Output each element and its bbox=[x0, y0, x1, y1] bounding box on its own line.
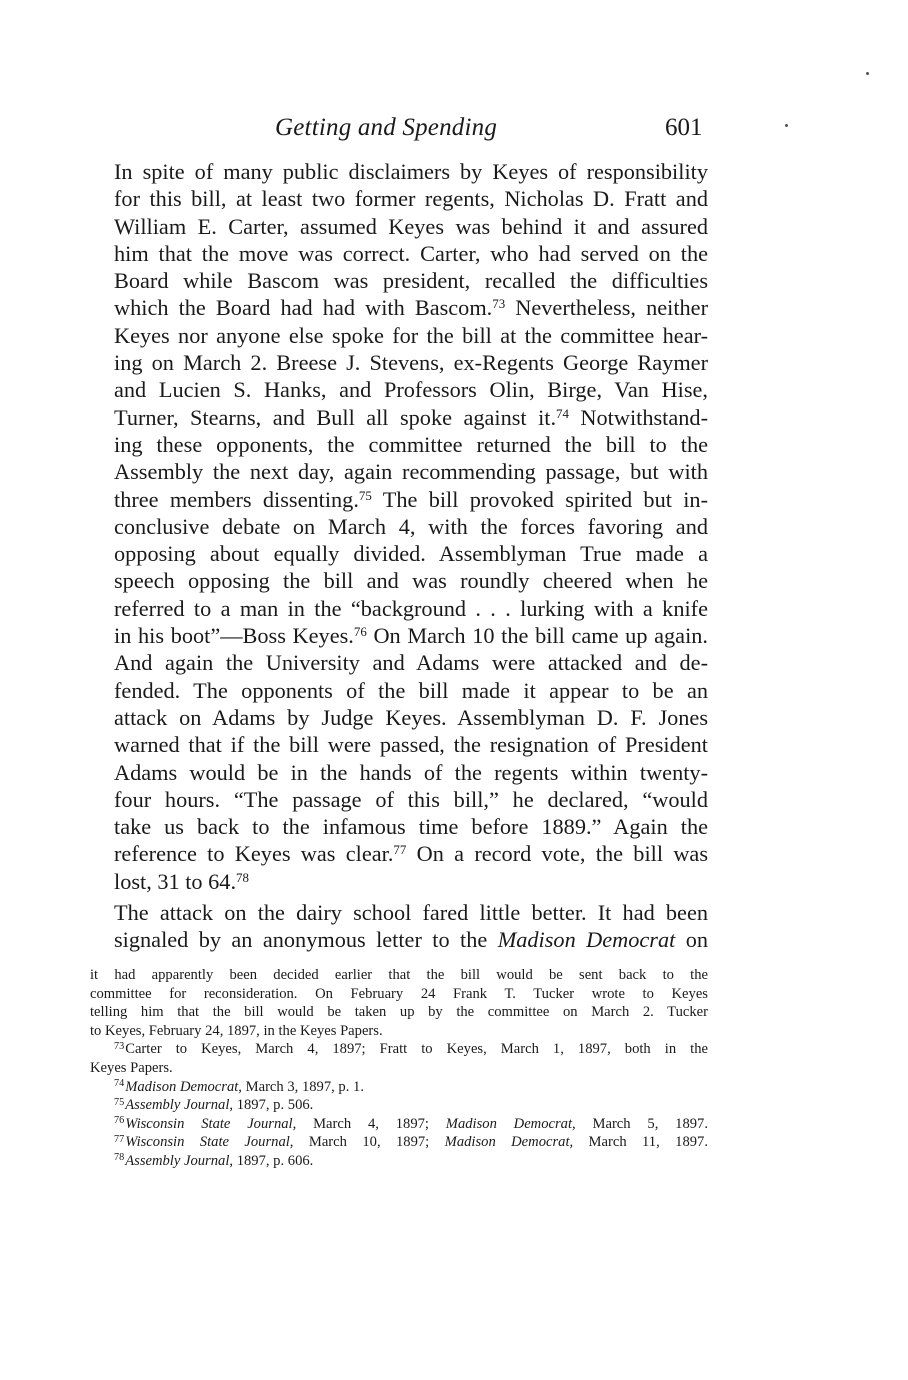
text-line: warned that if the bill were passed, the resignation of President bbox=[114, 732, 708, 758]
text-line: which the Board had had with Bascom.$^{73}$ Nevertheless, neither bbox=[114, 295, 708, 321]
text-line: reference to Keyes was clear.$^{77}$ On a record vote, the bill was bbox=[114, 841, 708, 867]
text-line: signaled by an anonymous letter to the Madison Democrat on bbox=[114, 927, 709, 953]
footnote-74: $^{74}$Madison Democrat, March 3, 1897, p. 1. bbox=[114, 1077, 364, 1095]
text-line: in his boot”—Boss Keyes.$^{76}$ On March 10 the bill came up again. bbox=[114, 623, 708, 649]
footnote-ref-73: 73 bbox=[492, 296, 506, 312]
footnote-76: $^{76}$Wisconsin State Journal, March 4, 1897; Madison Democrat, March 5, 1897. bbox=[114, 1115, 708, 1132]
text-line: three members dissenting.$^{75}$ The bill provoked spirited but in- bbox=[114, 486, 708, 512]
footnote-ref-74: 74 bbox=[556, 405, 569, 421]
footnote-ref-77: 77 bbox=[393, 842, 407, 858]
text-line: for this bill, at least two former regents, Nicholas D. Fratt and bbox=[114, 186, 708, 212]
text-line: Assembly the next day, again recommending passage, but with bbox=[114, 459, 708, 485]
paragraph-1 bbox=[90, 158, 708, 895]
text-line: take us back to the infamous time before 1889.” Again the bbox=[114, 814, 708, 840]
footnote-ref-78: 78 bbox=[236, 869, 249, 885]
text-line: attack on Adams by Judge Keyes. Assemblyman D. F. Jones bbox=[114, 704, 708, 730]
footnote-77: $^{77}$Wisconsin State Journal, March 10, 1897; Madison Democrat, March 11, 1897. bbox=[114, 1133, 708, 1151]
text-line: lost, 31 to 64.78 bbox=[114, 868, 249, 894]
footnote-ref-75: 75 bbox=[358, 487, 372, 503]
running-title: Getting and Spending bbox=[275, 114, 498, 141]
text-line: conclusive debate on March 4, with the forces favoring and bbox=[114, 513, 708, 539]
text-line: The attack on the dairy school fared little better. It had been bbox=[114, 900, 708, 926]
page-number: 601 bbox=[665, 114, 703, 141]
body-text bbox=[90, 158, 708, 954]
text-line: Turner, Stearns, and Bull all spoke against it.$^{74}$ Notwithstand- bbox=[114, 404, 708, 430]
scan-speck bbox=[785, 124, 788, 127]
text-line: Board while Bascom was president, recalled the difficulties bbox=[114, 268, 708, 294]
footnote-ref-76: 76 bbox=[353, 623, 367, 639]
text-line: opposing about equally divided. Assemblyman True made a bbox=[114, 541, 708, 567]
publication-title: Madison Democrat bbox=[497, 927, 676, 953]
footnote-73: $^{73}$Carter to Keyes, March 4, 1897; Fratt to Keyes, March 1, 1897, both in the Keyes Papers. bbox=[90, 1040, 708, 1076]
text-line: four hours. “The passage of this bill,” he declared, “would bbox=[114, 786, 708, 812]
footnote-78: $^{78}$Assembly Journal, 1897, p. 606. bbox=[114, 1152, 314, 1169]
scan-speck bbox=[866, 72, 869, 75]
text-line: And again the University and Adams were attacked and de- bbox=[114, 650, 708, 676]
text-line: In spite of many public disclaimers by Keyes of responsibility bbox=[114, 159, 708, 184]
footnote-continuation: it had apparently been decided earlier that the bill would be sent back to the committee for reconsideration. On February 24 Frank T. Tucker wrote to Keyes telling him that the bill would be taken up by the committee on March 2. Tucker to Keyes, February 24, 1897, in the Keyes Papers. bbox=[90, 967, 708, 1039]
text-line: ing on March 2. Breese J. Stevens, ex-Regents George Raymer bbox=[114, 350, 708, 376]
text-line: fended. The opponents of the bill made it appear to be an bbox=[114, 677, 708, 703]
text-line: speech opposing the bill and was roundly cheered when he bbox=[114, 568, 708, 594]
text-line: ing these opponents, the committee returned the bill to the bbox=[114, 431, 708, 457]
text-line: him that the move was correct. Carter, who had served on the bbox=[114, 240, 708, 266]
paragraph-2 bbox=[90, 899, 708, 954]
footnotes bbox=[90, 966, 708, 1171]
text-line: referred to a man in the “background . . . lurking with a knife bbox=[114, 595, 708, 621]
text-line: William E. Carter, assumed Keyes was behind it and assured bbox=[114, 213, 708, 239]
footnote-75: $^{75}$Assembly Journal, 1897, p. 506. bbox=[114, 1096, 314, 1114]
text-line: Adams would be in the hands of the regents within twenty- bbox=[114, 759, 708, 785]
text-line: Keyes nor anyone else spoke for the bill at the committee hear- bbox=[114, 322, 708, 348]
text-line: and Lucien S. Hanks, and Professors Olin, Birge, Van Hise, bbox=[114, 377, 708, 403]
